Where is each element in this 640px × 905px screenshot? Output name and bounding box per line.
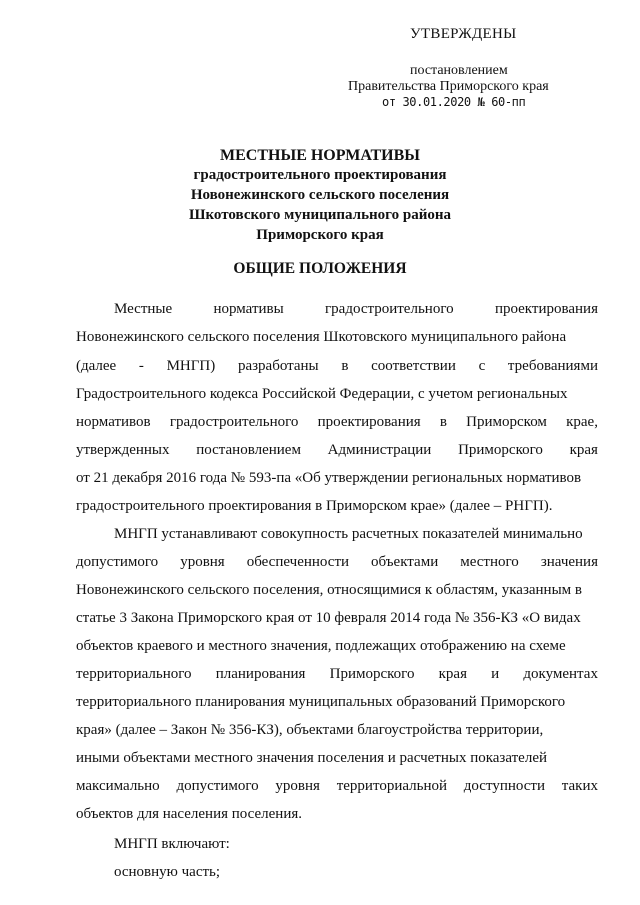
- word: края: [569, 442, 598, 458]
- word: значения: [540, 554, 598, 570]
- word: и: [491, 666, 500, 682]
- word: территориальной: [336, 778, 448, 794]
- text-line: от 21 декабря 2016 года № 593-па «Об утверждении региональных нормативов: [76, 470, 582, 486]
- approval-line-2: Правительства Приморского края: [348, 79, 549, 94]
- word: с: [478, 358, 486, 374]
- word: уровня: [275, 778, 320, 794]
- text-line: [76, 551, 598, 573]
- text-line: [114, 298, 598, 320]
- word: (далее: [76, 358, 117, 374]
- word: проектирования: [494, 301, 598, 317]
- word: планирования: [215, 666, 306, 682]
- word: в: [341, 358, 349, 374]
- word: постановлением: [196, 442, 301, 458]
- section-title: ОБЩИЕ ПОЛОЖЕНИЯ: [233, 260, 407, 277]
- text-line: объектов для населения поселения.: [76, 806, 302, 822]
- text-line: [76, 775, 598, 797]
- word: градостроительного: [169, 414, 299, 430]
- approved-heading: УТВЕРЖДЕНЫ: [410, 26, 517, 42]
- text-line: градостроительного проектирования в Приморском крае» (далее – РНГП).: [76, 498, 553, 514]
- text-line: [76, 439, 598, 461]
- text-line: [76, 411, 598, 433]
- word: допустимого: [76, 554, 159, 570]
- word: соответствии: [371, 358, 456, 374]
- word: утвержденных: [76, 442, 170, 458]
- word: Администрации: [327, 442, 432, 458]
- word: края: [438, 666, 467, 682]
- text-line: края» (далее – Закон № 356-КЗ), объектами благоустройства территории,: [76, 722, 544, 738]
- word: градостроительного: [325, 301, 454, 317]
- word: объектами: [371, 554, 439, 570]
- title-line-3: Новонежинского сельского поселения: [190, 187, 450, 203]
- text-line: территориального планирования муниципальных образований Приморского: [76, 694, 566, 710]
- text-line: МНГП включают:: [114, 836, 230, 852]
- word: таких: [561, 778, 598, 794]
- word: доступности: [463, 778, 545, 794]
- word: Местные: [114, 301, 173, 317]
- text-line: [76, 663, 598, 685]
- title-line-2: градостроительного проектирования: [193, 167, 447, 183]
- word: МНГП): [166, 358, 216, 374]
- word: нормативы: [213, 301, 284, 317]
- text-line: МНГП устанавливают совокупность расчетных показателей минимально: [114, 526, 583, 542]
- text-line: [76, 355, 598, 377]
- approval-line-1: постановлением: [410, 63, 508, 78]
- word: Приморского: [458, 442, 543, 458]
- word: в: [439, 414, 447, 430]
- word: уровня: [180, 554, 225, 570]
- word: допустимого: [176, 778, 259, 794]
- text-line: статье 3 Закона Приморского края от 10 февраля 2014 года № 356-КЗ «О видах: [76, 610, 581, 626]
- word: нормативов: [76, 414, 151, 430]
- text-line: Градостроительного кодекса Российской Федерации, с учетом региональных: [76, 386, 568, 402]
- text-line: Новонежинского сельского поселения, относящимися к областям, указанным в: [76, 582, 582, 598]
- word: -: [138, 358, 144, 374]
- word: крае,: [566, 414, 598, 430]
- word: разработаны: [237, 358, 319, 374]
- title-main: МЕСТНЫЕ НОРМАТИВЫ: [220, 147, 420, 164]
- text-line: Новонежинского сельского поселения Шкотовского муниципального района: [76, 329, 567, 345]
- title-line-5: Приморского края: [256, 227, 384, 243]
- title-line-4: Шкотовского муниципального района: [189, 207, 451, 223]
- word: Приморском: [466, 414, 547, 430]
- word: обеспеченности: [246, 554, 350, 570]
- word: Приморского: [329, 666, 415, 682]
- word: проектирования: [317, 414, 421, 430]
- word: максимально: [76, 778, 160, 794]
- word: документах: [523, 666, 598, 682]
- word: требованиями: [507, 358, 598, 374]
- text-line: основную часть;: [114, 864, 221, 880]
- document-title: [0, 146, 640, 245]
- text-line: иными объектами местного значения поселения и расчетных показателей: [76, 750, 548, 766]
- text-line: объектов краевого и местного значения, подлежащих отображению на схеме: [76, 638, 566, 654]
- word: территориального: [76, 666, 192, 682]
- approval-line-3: от 30.01.2020 № 60-пп: [382, 95, 526, 109]
- word: местного: [460, 554, 519, 570]
